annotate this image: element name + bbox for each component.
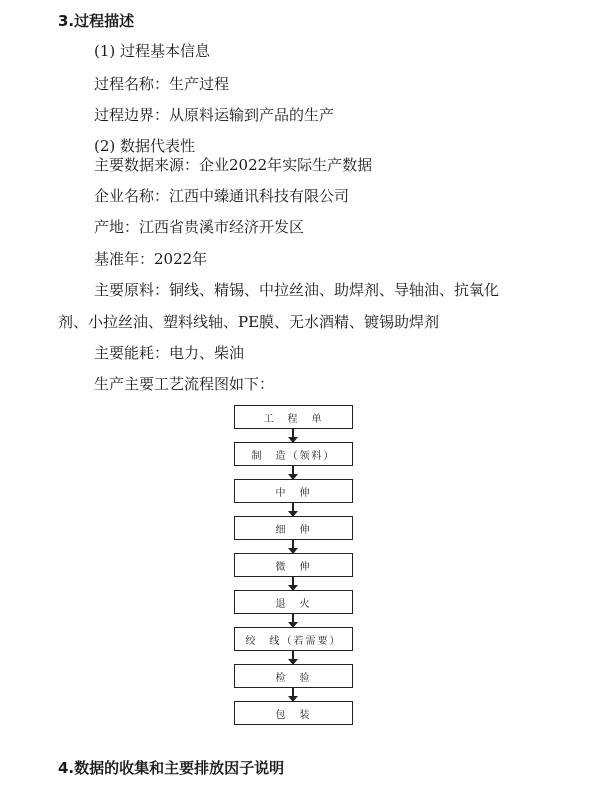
flow-step: 绞 线（若需要） bbox=[234, 627, 353, 651]
flow-step: 包 装 bbox=[234, 701, 353, 725]
flow-step: 工 程 单 bbox=[234, 405, 353, 429]
data-source-line: 主要数据来源：企业2022年实际生产数据 bbox=[94, 156, 373, 174]
flow-arrow bbox=[292, 466, 294, 475]
flow-step: 制 造（领料） bbox=[234, 442, 353, 466]
section-3-title: 3.过程描述 bbox=[58, 12, 135, 30]
flow-step: 中 伸 bbox=[234, 479, 353, 503]
flow-arrow bbox=[292, 651, 294, 660]
flow-step: 微 伸 bbox=[234, 553, 353, 577]
flow-intro-line: 生产主要工艺流程图如下： bbox=[94, 375, 275, 393]
materials-line-1: 主要原料：铜线、精锡、中拉丝油、助焊剂、导轴油、抗氧化 bbox=[94, 281, 500, 299]
basic-info-heading: (1) 过程基本信息 bbox=[94, 42, 211, 60]
company-name-line: 企业名称：江西中臻通讯科技有限公司 bbox=[94, 187, 350, 205]
flow-step: 检 验 bbox=[234, 664, 353, 688]
data-rep-heading: (2) 数据代表性 bbox=[94, 137, 196, 155]
energy-line: 主要能耗：电力、柴油 bbox=[94, 344, 245, 362]
flow-arrow bbox=[292, 688, 294, 697]
flow-arrow bbox=[292, 577, 294, 586]
flow-arrow bbox=[292, 540, 294, 549]
base-year-line: 基准年：2022年 bbox=[94, 250, 208, 268]
process-boundary-line: 过程边界：从原料运输到产品的生产 bbox=[94, 106, 335, 124]
materials-line-2: 剂、小拉丝油、塑料线轴、PE膜、无水酒精、镀锡助焊剂 bbox=[58, 313, 440, 331]
section-4-title: 4.数据的收集和主要排放因子说明 bbox=[58, 759, 285, 777]
flow-arrow bbox=[292, 429, 294, 438]
flow-arrow bbox=[292, 503, 294, 512]
location-line: 产地：江西省贵溪市经济开发区 bbox=[94, 218, 305, 236]
flow-arrow bbox=[292, 614, 294, 623]
flow-step: 退 火 bbox=[234, 590, 353, 614]
flow-step: 细 伸 bbox=[234, 516, 353, 540]
process-name-line: 过程名称：生产过程 bbox=[94, 75, 230, 93]
